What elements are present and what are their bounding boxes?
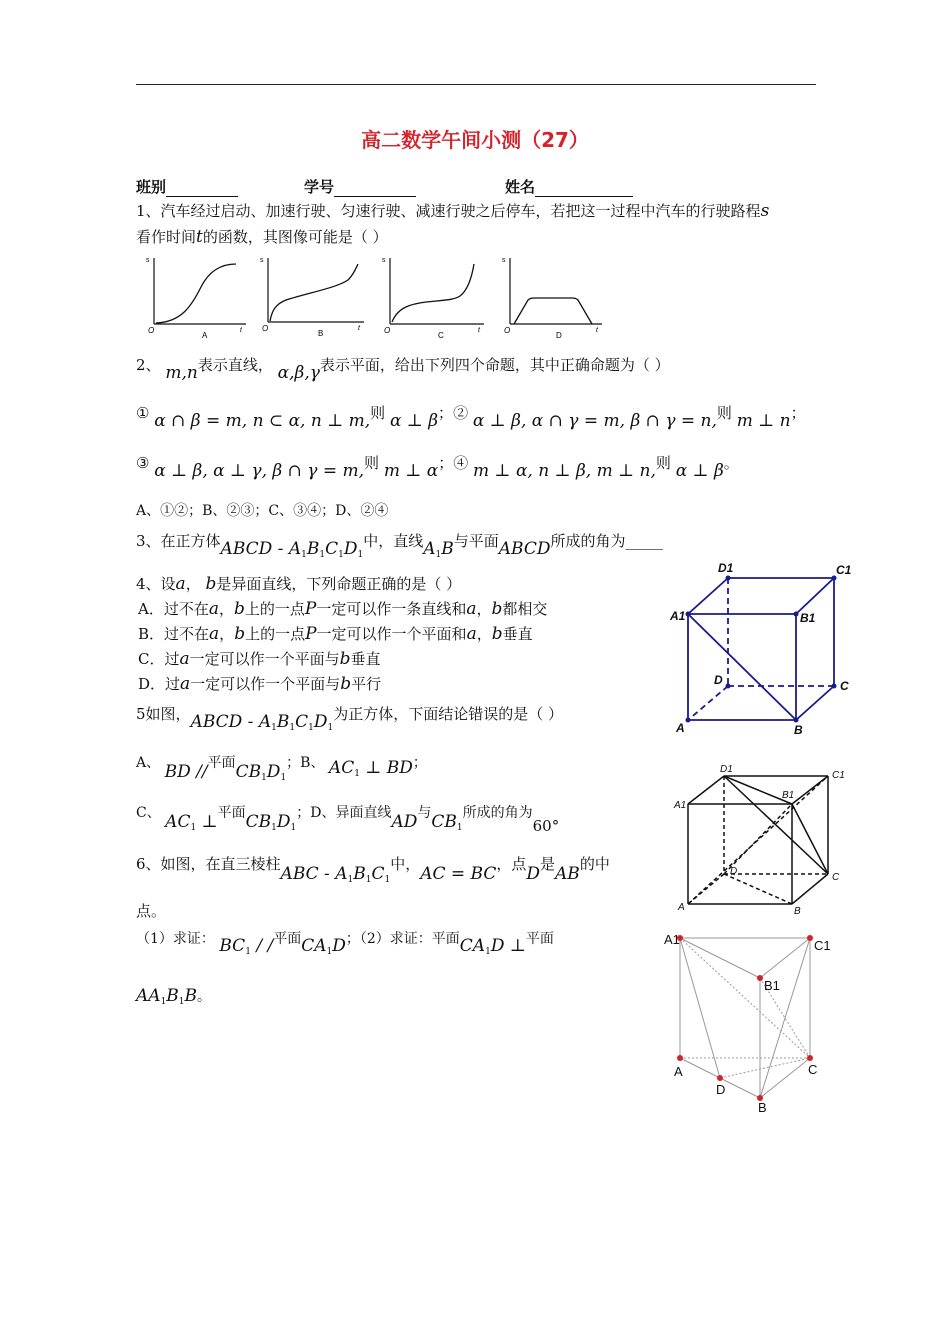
svg-text:C: C [840,679,849,693]
svg-text:A: A [202,331,208,340]
name-blank[interactable] [535,182,633,197]
class-blank[interactable] [166,182,238,197]
q5-options-cd: C、 $AC_1$ ⊥平面$CB_1D_1$；D、异面直线AD与$CB_1$所成的角为60° [136,805,560,835]
svg-text:t: t [358,325,360,332]
q6-last: $AA_1B_1B$。 [136,986,212,1007]
graph-b [260,257,364,338]
q4-option-d: D．过a一定可以作一个平面与b平行 [138,674,382,694]
name-field: 姓名 [505,176,633,197]
q6-parts: （1）求证： $BC_1$ / /平面$CA_1D$；（2）求证：平面$CA_1D$ ⊥平面 [136,931,554,957]
q1-line1: 1、汽车经过启动、加速行驶、匀速行驶、减速行驶之后停车，若把这一过程中汽车的行驶路程s [136,201,770,221]
svg-text:A: A [678,902,685,913]
svg-text:O: O [384,326,391,335]
svg-text:t: t [240,327,242,334]
q2-stem: 2、 m,n表示直线， α,β,γ表示平面，给出下列四个命题，其中正确命题为（ ） [136,356,670,383]
svg-text:D: D [730,866,738,877]
svg-text:D: D [556,331,562,340]
svg-text:C: C [438,331,444,340]
svg-text:B: B [318,329,324,338]
svg-text:B1: B1 [782,790,795,801]
svg-text:D: D [714,673,723,687]
top-rule [136,84,816,85]
svg-text:D1: D1 [720,764,733,775]
cube-figure-1 [668,558,858,740]
svg-text:C: C [808,1062,818,1077]
q1-line2: 看作时间t的函数，其图像可能是（ ） [136,227,388,247]
svg-text:A: A [674,1064,683,1079]
class-field: 班别 [136,176,238,197]
svg-text:B1: B1 [800,611,816,625]
graph-c [382,257,484,340]
svg-text:C1: C1 [836,563,852,577]
prism-figure [660,928,850,1118]
svg-text:C: C [832,872,840,883]
svg-text:A: A [676,721,685,735]
q5-stem: 5如图，ABCD - $A_1B_1C_1D_1$为正方体，下面结论错误的是（ ） [136,705,563,733]
svg-text:A1: A1 [674,800,687,811]
svg-text:B: B [794,906,801,917]
svg-text:t: t [596,327,598,334]
q2-props-1-2: ① α ∩ β = m, n ⊂ α, n ⊥ m,则 α ⊥ β；② α ⊥ β, α ∩ γ = m, β ∩ γ = n,则 m ⊥ n； [136,404,806,431]
q6-stem: 6、如图，在直三棱柱ABC - $A_1B_1C_1$中，AC = BC，点D是AB的中 [136,855,610,885]
graph-d [502,257,602,340]
svg-text:t: t [478,327,480,334]
svg-text:s: s [146,257,150,264]
svg-text:D: D [716,1082,726,1097]
svg-text:O: O [504,326,511,335]
svg-text:B: B [758,1100,767,1115]
graph-a [146,257,246,340]
q4-option-a: A．过不在a，b上的一点P一定可以作一条直线和a，b都相交 [138,599,548,619]
svg-text:A1: A1 [670,609,686,623]
q2-props-3-4: ③ α ⊥ β, α ⊥ γ, β ∩ γ = m,则 m ⊥ α；④ m ⊥ α, n ⊥ β, m ⊥ n,则 α ⊥ β。 [136,454,739,481]
student-id-field: 学号 [304,176,416,197]
svg-text:A1: A1 [664,932,680,947]
svg-text:s: s [382,257,386,264]
q4-option-c: C．过a一定可以作一个平面与b垂直 [138,649,381,669]
svg-text:C1: C1 [814,938,831,953]
q3: 3、在正方体ABCD - $A_1B_1C_1D_1$中，直线$A_1B$与平面ABCD所成的角为_____ [136,532,663,560]
svg-text:B1: B1 [764,978,780,993]
q4-stem: 4、设a， b是异面直线，下列命题正确的是（ ） [136,574,462,594]
svg-text:D1: D1 [718,561,734,575]
svg-text:B: B [794,723,803,737]
page-title: 高二数学午间小测（27） [361,128,589,152]
cube-figure-2 [668,762,858,920]
svg-text:O: O [262,324,269,333]
svg-text:s: s [502,257,506,264]
q1-graphs [136,252,616,342]
svg-text:O: O [148,326,155,335]
svg-text:C1: C1 [832,770,845,781]
q5-options-ab: A、 BD //平面$CB_1D_1$；B、 $AC_1$ ⊥ BD； [136,755,427,783]
student-id-blank[interactable] [334,182,416,197]
q6-line2: 点。 [136,902,167,920]
q4-option-b: B．过不在a，b上的一点P一定可以作一个平面和a，b垂直 [138,624,533,644]
svg-text:s: s [260,257,264,264]
q2-options: A、①②；B、②③；C、③④；D、②④ [136,503,389,519]
